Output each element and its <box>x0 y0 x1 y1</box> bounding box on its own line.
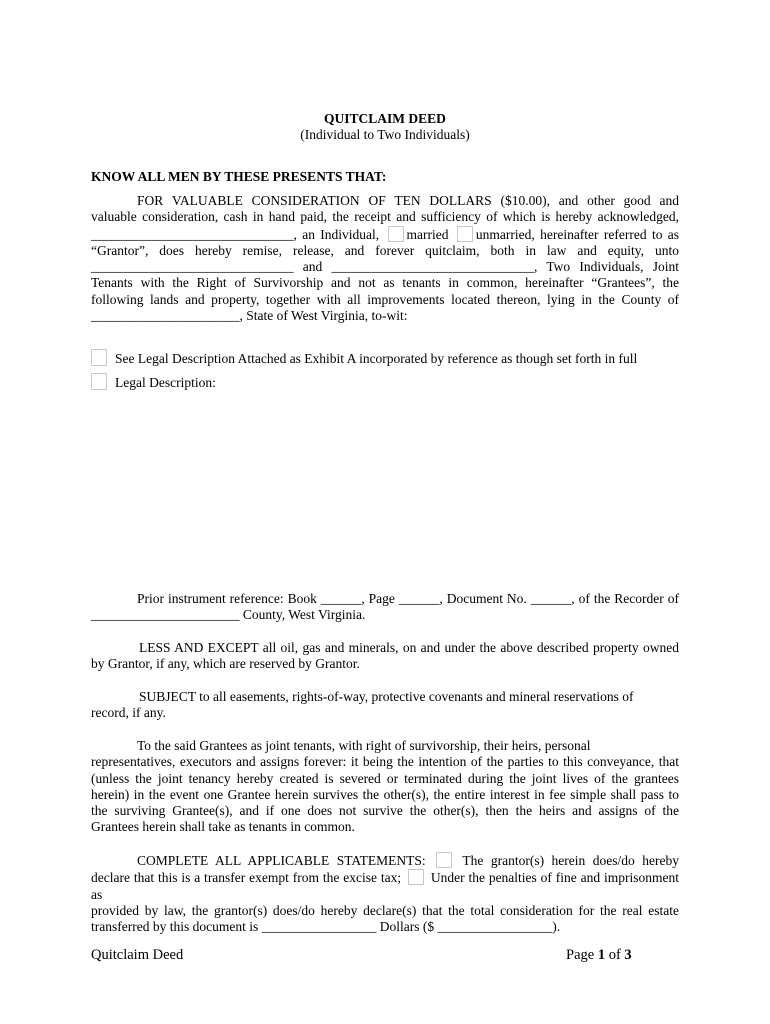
legal-description-option <box>91 373 216 391</box>
statements-line-2 <box>91 869 679 903</box>
page-prefix: Page <box>566 947 595 963</box>
text-line: “Grantor”, does hereby remise, release, and forever quitclaim, both in law and equity, unto <box>91 242 679 258</box>
subject-paragraph <box>91 689 679 722</box>
unmarried-checkbox[interactable] <box>457 226 473 242</box>
married-label: married <box>406 226 449 242</box>
text-line: ______________________ County, West Virginia. <box>91 607 366 623</box>
statements-line-1 <box>91 852 679 869</box>
statements-heading: COMPLETE ALL APPLICABLE STATEMENTS: <box>137 853 426 868</box>
text-line: the surviving Grantee(s), and if one does not survive the other(s), then the heirs and assigns of the <box>91 803 679 819</box>
page-of: of <box>608 947 621 963</box>
statements-paragraph <box>91 852 679 935</box>
text-line: following lands and property, together with all improvements located thereon, lying in the County of <box>91 291 679 307</box>
page-number <box>566 947 632 964</box>
exhibit-a-option <box>91 349 637 367</box>
footer-title: Quitclaim Deed <box>91 947 184 963</box>
text-line: herein) in the event one Grantee herein survives the other(s), the entire interest in fee simple shall pass to <box>91 786 679 802</box>
text-line: Grantees herein shall take as tenants in common. <box>91 819 355 835</box>
document-title: QUITCLAIM DEED <box>324 111 446 126</box>
text-segment: declare that this is a transfer exempt from the excise tax; <box>91 870 402 886</box>
text-segment: The grantor(s) herein does/do hereby <box>462 853 679 868</box>
text-line: provided by law, the grantor(s) does/do hereby declare(s) that the total consideration for the real estate <box>91 902 679 918</box>
county-blank-line: ______________________, State of West Virginia, to-wit: <box>91 308 408 324</box>
text-line: To the said Grantees as joint tenants, with right of survivorship, their heirs, personal <box>137 738 591 753</box>
unmarried-label: unmarried, hereinafter referred to as <box>475 226 680 242</box>
grantor-line <box>91 226 679 243</box>
text-line: FOR VALUABLE CONSIDERATION OF TEN DOLLARS ($10.00), and other good and <box>137 193 679 208</box>
text-segment: Under the penalties of fine and imprisonment as <box>91 870 679 902</box>
text-line: SUBJECT to all easements, rights-of-way, protective covenants and mineral reservations of <box>139 689 634 704</box>
text-line: LESS AND EXCEPT all oil, gas and minerals, on and under the above described property owned <box>139 640 679 655</box>
text-line: Tenants with the Right of Survivorship and not as tenants in common, hereinafter “Grantees”, the <box>91 275 679 291</box>
less-and-except-paragraph <box>91 640 679 673</box>
legal-description-label: Legal Description: <box>115 375 216 390</box>
grantees-blank-line: ______________________________ and ______________________________, Two Individuals, Joint <box>91 259 679 275</box>
exhibit-a-checkbox[interactable] <box>91 349 107 366</box>
legal-description-checkbox[interactable] <box>91 373 107 390</box>
grantees-paragraph <box>91 738 679 836</box>
current-page: 1 <box>597 947 606 963</box>
text-line: record, if any. <box>91 705 166 721</box>
consideration-blank-line: transferred by this document is _________________ Dollars ($ _________________). <box>91 919 561 935</box>
text-line: Prior instrument reference: Book ______, Page ______, Document No. ______, of the Recorder of <box>137 591 679 606</box>
grantor-name-blank: ______________________________, an Individual, <box>91 226 380 242</box>
total-pages: 3 <box>624 947 632 963</box>
text-line: (unless the joint tenancy hereby created is severed or terminated during the joint lives of the grantees <box>91 770 679 786</box>
section-heading: KNOW ALL MEN BY THESE PRESENTS THAT: <box>91 169 387 184</box>
text-line: by Grantor, if any, which are reserved by Grantor. <box>91 656 360 672</box>
prior-instrument-paragraph <box>91 591 679 624</box>
text-line: representatives, executors and assigns forever: it being the intention of the parties to this conveyance, that <box>91 754 679 770</box>
consideration-checkbox[interactable] <box>408 869 424 885</box>
text-line: valuable consideration, cash in hand paid, the receipt and sufficiency of which is hereby acknowledged, <box>91 209 679 225</box>
excise-exempt-checkbox[interactable] <box>436 852 452 868</box>
consideration-paragraph <box>91 193 679 324</box>
married-checkbox[interactable] <box>388 226 404 242</box>
document-subtitle: (Individual to Two Individuals) <box>300 127 470 142</box>
exhibit-a-label: See Legal Description Attached as Exhibit A incorporated by reference as though set forth in full <box>115 351 638 366</box>
